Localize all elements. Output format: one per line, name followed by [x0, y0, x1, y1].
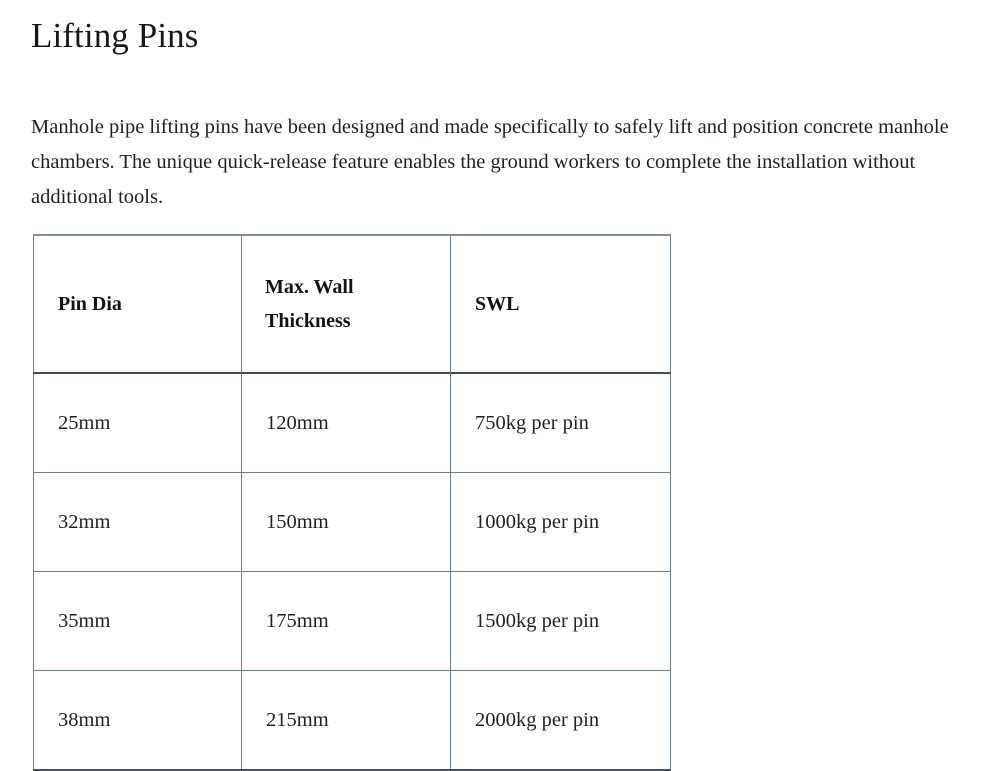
- cell-pin-dia: 38mm: [34, 671, 242, 771]
- cell-pin-dia: 35mm: [34, 572, 242, 671]
- spec-table-container: [33, 234, 670, 771]
- cell-max-wall-thickness: 215mm: [242, 671, 451, 771]
- cell-max-wall-thickness: 150mm: [242, 473, 451, 572]
- table-row: [34, 671, 671, 771]
- cell-pin-dia: 25mm: [34, 373, 242, 473]
- table-body: [34, 373, 671, 770]
- table-row: [34, 373, 671, 473]
- cell-swl: 1000kg per pin: [451, 473, 671, 572]
- cell-pin-dia: 32mm: [34, 473, 242, 572]
- cell-swl: 1500kg per pin: [451, 572, 671, 671]
- column-header-max-wall-thickness: Max. Wall Thickness: [242, 235, 451, 373]
- table-header-row: [34, 235, 671, 373]
- cell-max-wall-thickness: 120mm: [242, 373, 451, 473]
- cell-swl: 750kg per pin: [451, 373, 671, 473]
- table-row: [34, 572, 671, 671]
- intro-paragraph: Manhole pipe lifting pins have been designed and made specifically to safely lift and position concrete manhole chambers. The unique quick-release feature enables the ground workers to complete the installation without additional tools.: [31, 116, 949, 208]
- page-title: Lifting Pins: [31, 16, 199, 55]
- column-header-pin-dia: Pin Dia: [34, 235, 242, 373]
- lifting-pins-spec-table: [33, 234, 671, 771]
- cell-swl: 2000kg per pin: [451, 671, 671, 771]
- table-header: [34, 235, 671, 373]
- cell-max-wall-thickness: 175mm: [242, 572, 451, 671]
- table-row: [34, 473, 671, 572]
- column-header-swl: SWL: [451, 235, 671, 373]
